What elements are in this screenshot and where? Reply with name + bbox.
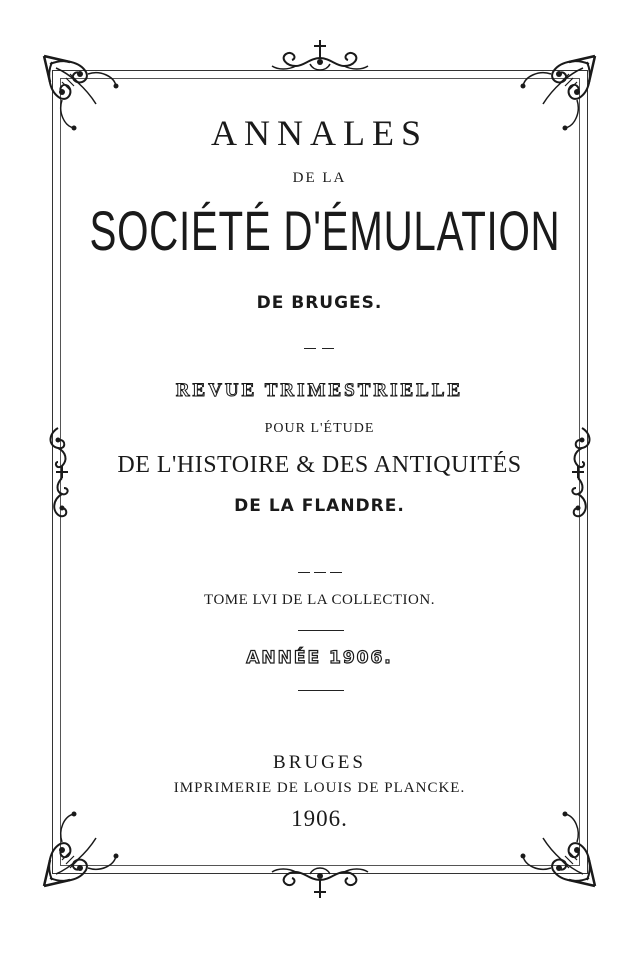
cross-finial-icon: [270, 858, 370, 902]
imprint-printer: IMPRIMERIE DE LOUIS DE PLANCKE.: [173, 780, 466, 796]
title-societe: SOCIÉTÉ D'ÉMULATION: [89, 199, 561, 262]
title-de-bruges: DE BRUGES.: [256, 293, 383, 313]
rule-line: [298, 690, 344, 691]
rule-dash: [330, 572, 342, 573]
title-de-la: DE LA: [292, 170, 347, 186]
rule-dash: [322, 348, 334, 349]
rule-dash: [304, 348, 316, 349]
title-annales: ANNALES: [211, 113, 428, 153]
imprint-year: 1906.: [291, 806, 348, 831]
subtitle-histoire: DE L'HISTOIRE & DES ANTIQUITÉS: [117, 452, 522, 478]
rule-dash: [314, 572, 326, 573]
subtitle-flandre: DE LA FLANDRE.: [234, 496, 405, 516]
year-heading: ANNÉE 1906.: [246, 648, 393, 668]
rule-dash: [298, 572, 310, 573]
subtitle-pour: POUR L'ÉTUDE: [264, 421, 375, 436]
cross-finial-icon: [270, 36, 370, 80]
rule-line: [298, 630, 344, 631]
subtitle-revue: REVUE TRIMESTRIELLE: [175, 380, 464, 401]
volume-line: TOME LVI DE LA COLLECTION.: [204, 592, 435, 608]
imprint-city: BRUGES: [273, 752, 366, 773]
